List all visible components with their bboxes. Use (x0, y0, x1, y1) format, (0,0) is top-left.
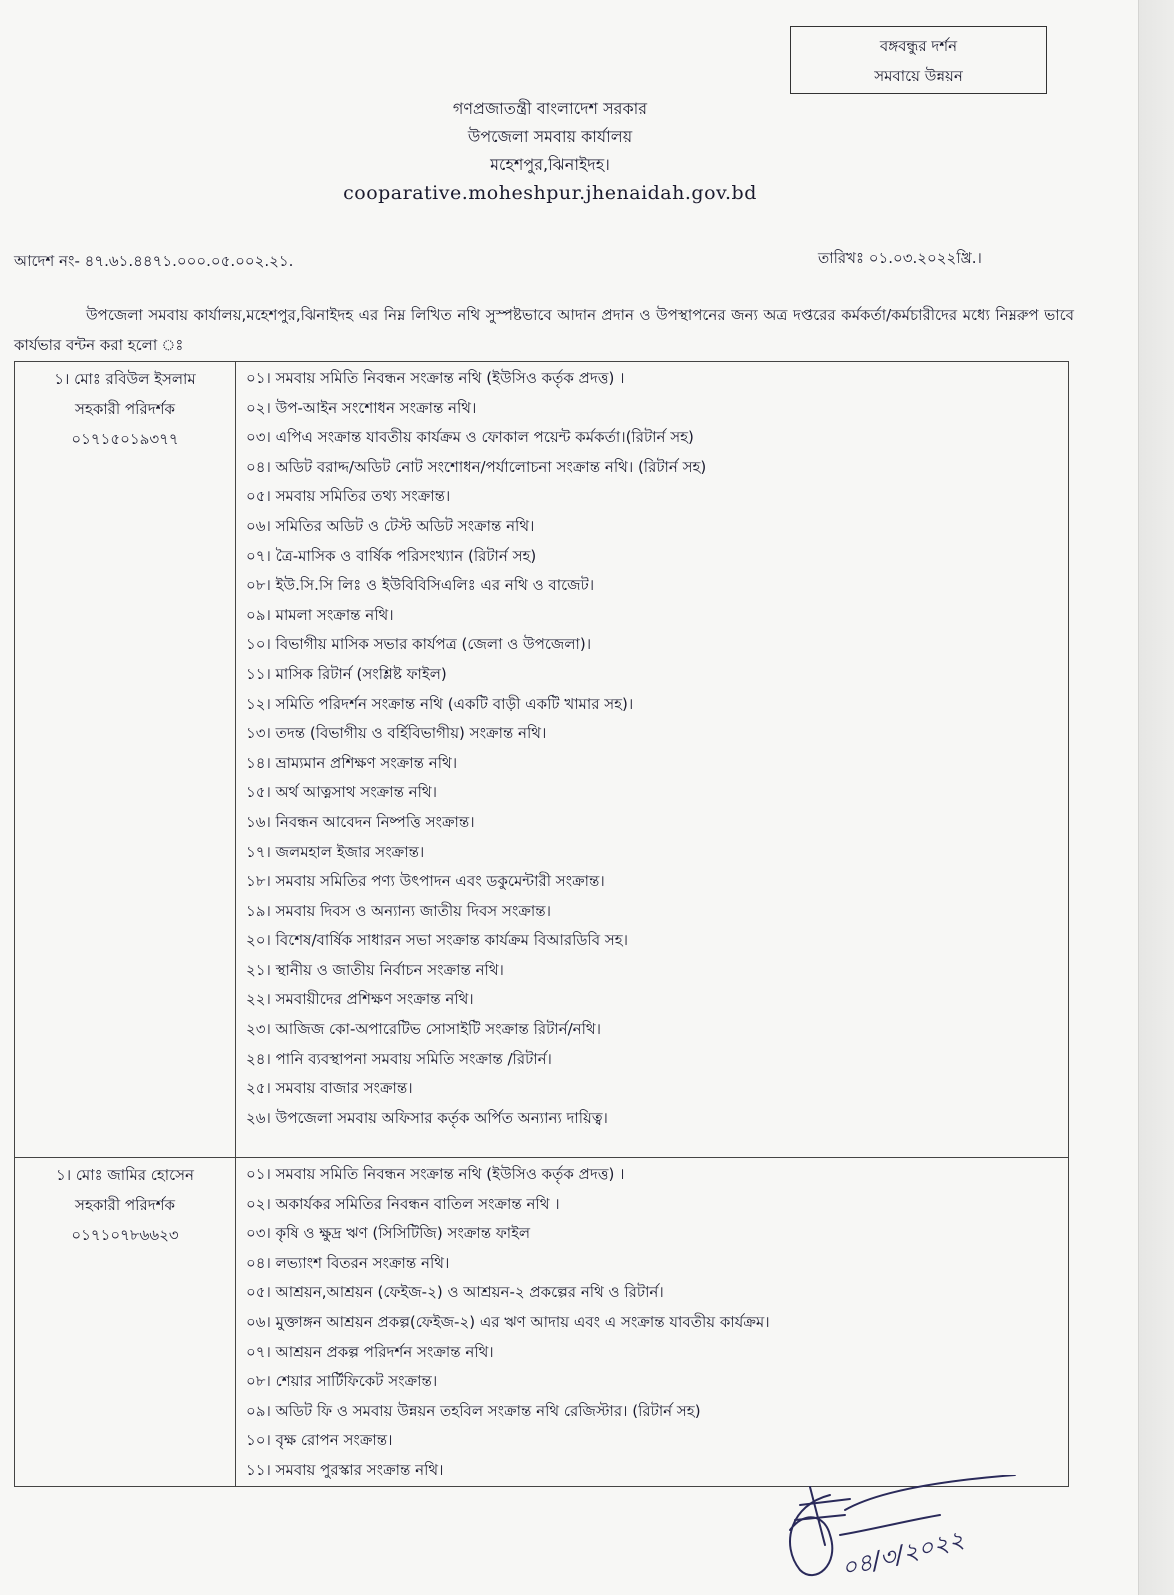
task-item: ০২। অকার্যকর সমিতির নিবন্ধন বাতিল সংক্রান্ত নথি । (246, 1194, 560, 1213)
task-list (236, 1158, 1069, 1487)
task-item: ২৬। উপজেলা সমবায় অফিসার কর্তৃক অর্পিত অন্যান্য দায়িত্ব। (246, 1108, 608, 1127)
task-item: ১২। সমিতি পরিদর্শন সংক্রান্ত নথি (একটি বাড়ী একটি খামার সহ)। (246, 694, 634, 713)
task-item: ০৫। সমবায় সমিতির তথ্য সংক্রান্ত। (246, 487, 451, 506)
task-item: ১৫। অর্থ আত্নসাথ সংক্রান্ত নথি। (246, 783, 437, 802)
officer-designation: সহকারী পরিদর্শক (75, 400, 175, 418)
task-item: ০১। সমবায় সমিতি নিবন্ধন সংক্রান্ত নথি (ইউসিও কর্তৃক প্রদত্ত) । (246, 1165, 625, 1183)
motto-line-2: সমবায়ে উন্নয়ন (874, 67, 963, 85)
table-row (15, 1158, 1069, 1487)
office-location: মহেশপুর,ঝিনাইদহ। (490, 155, 610, 174)
task-item: ১০। বিভাগীয় মাসিক সভার কার্যপত্র (জেলা ও উপজেলা)। (246, 635, 592, 654)
task-item: ০৬। মুক্তাঙ্গন আশ্রয়ন প্রকল্প(ফেইজ-২) এর ঋণ আদায় এবং এ সংক্রান্ত যাবতীয় কার্যক্রম। (246, 1312, 770, 1331)
task-item: ১০। বৃক্ষ রোপন সংক্রান্ত। (246, 1431, 393, 1450)
order-date: তারিখঃ ০১.০৩.২০২২খ্রি.। (818, 249, 982, 267)
intro-paragraph (14, 300, 1074, 360)
task-item: ২৫। সমবায় বাজার সংক্রান্ত। (246, 1079, 413, 1098)
officer-cell (15, 1158, 236, 1487)
office-name: উপজেলা সমবায় কার্যালয় (467, 127, 633, 146)
page-edge (1138, 0, 1174, 1595)
task-item: ০১। সমবায় সমিতি নিবন্ধন সংক্রান্ত নথি (ইউসিও কর্তৃক প্রদত্ত) । (246, 369, 625, 387)
task-item: ০৬। সমিতির অডিট ও টেস্ট অডিট সংক্রান্ত নথি। (246, 516, 535, 535)
task-list (236, 362, 1069, 1158)
task-item: ১৭। জলমহাল ইজার সংক্রান্ত। (246, 842, 425, 861)
intro-text: উপজেলা সমবায় কার্যালয়,মহেশপুর,ঝিনাইদহ এর নিম্ন লিখিত নথি সুস্পষ্টভাবে আদান প্রদান ও উপস্থাপনের জন্য অত্র দপ্তরের কর্মকর্তা/কর্মচারীদের মধ্যে নিম্নরুপ ভাবে কার্যভার বন্টন করা হলো ঃ (14, 306, 1074, 354)
officer-name: ১। মোঃ জামির হোসেন (55, 1166, 194, 1184)
task-item: ২৪। পানি ব্যবস্থাপনা সমবায় সমিতি সংক্রান্ত /রিটার্ন। (246, 1049, 552, 1068)
handwritten-signature (770, 1475, 1030, 1585)
officer-cell (15, 362, 236, 1158)
order-number: আদেশ নং- ৪৭.৬১.৪৪৭১.০০০.০৫.০০২.২১. (14, 252, 294, 270)
task-item: ১৪। ভ্রাম্যমান প্রশিক্ষণ সংক্রান্ত নথি। (246, 753, 458, 772)
task-item: ০৮। ইউ.সি.সি লিঃ ও ইউবিবিসিএলিঃ এর নথি ও বাজেট। (246, 576, 595, 595)
task-item: ০৫। আশ্রয়ন,আশ্রয়ন (ফেইজ-২) ও আশ্রয়ন-২ প্রকল্পের নথি ও রিটার্ন। (246, 1283, 664, 1302)
task-item: ০৩। এপিএ সংক্রান্ত যাবতীয় কার্যক্রম ও ফোকাল পয়েন্ট কর্মকর্তা।(রিটার্ন সহ) (246, 428, 694, 447)
signature-date: ০৪/৩/২০২২ (838, 1525, 968, 1583)
task-item: ১৮। সমবায় সমিতির পণ্য উৎপাদন এবং ডকুমেন্টারী সংক্রান্ত। (246, 872, 605, 891)
task-item: ০৩। কৃষি ও ক্ষুদ্র ঋণ (সিসিটিজি) সংক্রান্ত ফাইল (246, 1224, 531, 1243)
motto-box (790, 26, 1047, 94)
task-item: ০৮। শেয়ার সার্টিফিকেট সংক্রান্ত। (246, 1372, 438, 1391)
task-item: ১১। সমবায় পুরস্কার সংক্রান্ত নথি। (246, 1460, 444, 1479)
assignment-table (14, 361, 1069, 1487)
table-row (15, 362, 1069, 1158)
task-item: ০৪। লভ্যাংশ বিতরন সংক্রান্ত নথি। (246, 1253, 450, 1272)
motto-line-1: বঙ্গবন্ধুর দর্শন (879, 37, 958, 55)
task-item: ২৩। আজিজ কো-অপারেটিভ সোসাইটি সংক্রান্ত রিটার্ন/নথি। (246, 1020, 601, 1039)
officer-name: ১। মোঃ রবিউল ইসলাম (54, 370, 196, 388)
task-item: ০৯। মামলা সংক্রান্ত নথি। (246, 605, 394, 624)
task-item: ১১। মাসিক রিটার্ন (সংশ্লিষ্ট ফাইল) (246, 664, 447, 683)
task-item: ২০। বিশেষ/বার্ষিক সাধারন সভা সংক্রান্ত কার্যক্রম বিআরডিবি সহ। (246, 931, 628, 950)
govt-name: গণপ্রজাতন্ত্রী বাংলাদেশ সরকার (452, 99, 648, 118)
officer-phone: ০১৭১০৭৮৬৬২৩ (71, 1226, 179, 1244)
task-item: ২২। সমবায়ীদের প্রশিক্ষণ সংক্রান্ত নথি। (246, 990, 474, 1009)
task-item: ১৩। তদন্ত (বিভাগীয় ও বর্হিবিভাগীয়) সংক্রান্ত নথি। (246, 724, 547, 743)
task-item: ১৬। নিবন্ধন আবেদন নিষ্পত্তি সংক্রান্ত। (246, 812, 475, 831)
task-item: ১৯। সমবায় দিবস ও অন্যান্য জাতীয় দিবস সংক্রান্ত। (246, 901, 551, 920)
task-item: ০৭। ত্রৈ-মাসিক ও বার্ষিক পরিসংখ্যান (রিটার্ন সহ) (246, 546, 537, 565)
task-item: ০৭। আশ্রয়ন প্রকল্প পরিদর্শন সংক্রান্ত নথি। (246, 1342, 494, 1361)
task-item: ০৪। অডিট বরাদ্দ/অডিট নোট সংশোধন/পর্যালোচনা সংক্রান্ত নথি। (রিটার্ন সহ) (246, 457, 707, 476)
officer-designation: সহকারী পরিদর্শক (75, 1196, 175, 1214)
office-header (230, 95, 870, 207)
task-item: ২১। স্থানীয় ও জাতীয় নির্বাচন সংক্রান্ত নথি। (246, 960, 504, 979)
task-item: ০২। উপ-আইন সংশোধন সংক্রান্ত নথি। (246, 398, 477, 417)
task-item: ০৯। অডিট ফি ও সমবায় উন্নয়ন তহবিল সংক্রান্ত নথি রেজিস্টার। (রিটার্ন সহ) (246, 1401, 701, 1420)
officer-phone: ০১৭১৫০১৯৩৭৭ (71, 430, 179, 448)
office-website: cooparative.moheshpur.jhenaidah.gov.bd (343, 182, 757, 204)
